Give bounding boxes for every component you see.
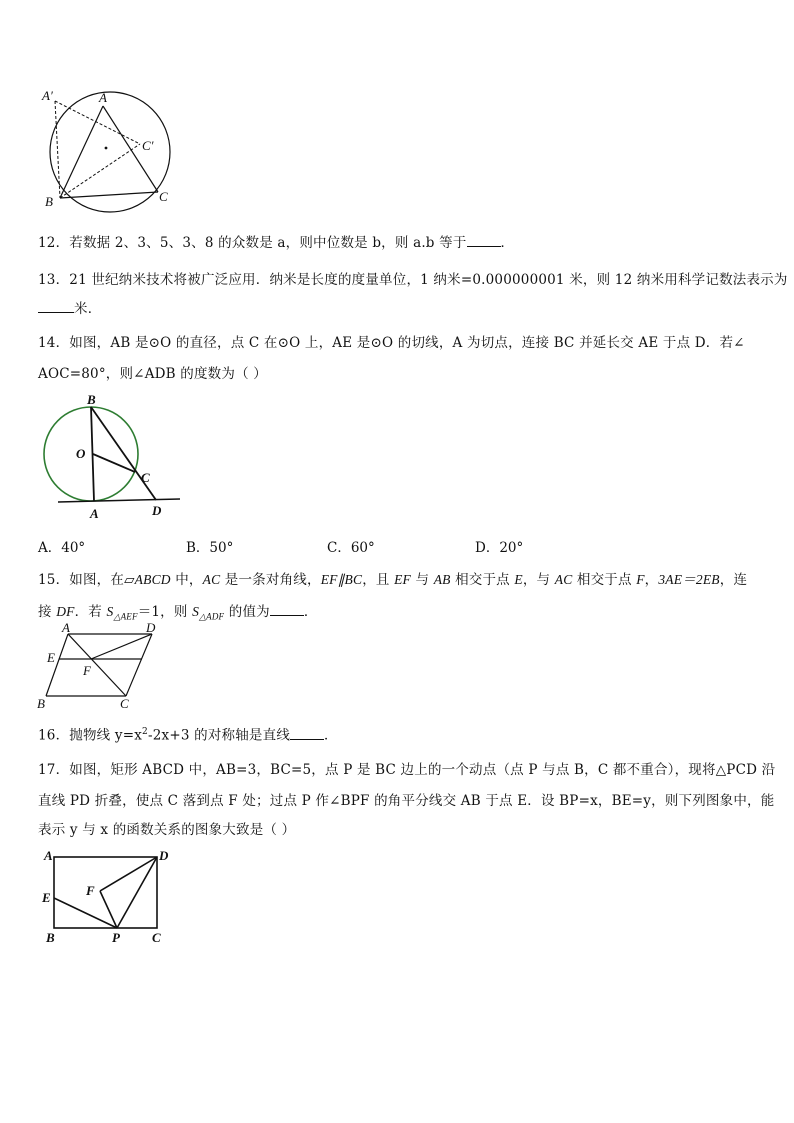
- q15-efbc: EF∥BC: [320, 572, 363, 587]
- q15-ac2: AC: [554, 572, 573, 587]
- q15-s2: S: [192, 604, 200, 619]
- figure-q17: [38, 848, 173, 948]
- q15-text: ，连: [719, 572, 748, 588]
- q12-end: ．: [500, 235, 515, 251]
- q17-line2: 直线 PD 折叠，使点 C 落到点 F 处；过点 P 作∠BPF 的角平分线交 AB 于点 E．设 BP=x，BE=y，则下列图象中，能: [38, 793, 775, 809]
- q12-blank: [467, 232, 501, 247]
- q15-text: 中，: [170, 572, 203, 588]
- label-c: C: [159, 189, 168, 204]
- q14-label-c: C: [141, 470, 150, 485]
- question-13-line1: [38, 270, 788, 290]
- q15-f: F: [636, 572, 645, 587]
- q15-text: ＝1，则: [137, 604, 193, 620]
- q15-e: E: [514, 572, 523, 587]
- question-17-line1: [38, 760, 775, 780]
- q14-line2: AOC=80°，则∠ADB 的度数为（ ）: [38, 366, 267, 382]
- q15-label-b: B: [37, 696, 45, 711]
- q15-text: ，: [644, 572, 659, 588]
- q16-text: -2x+3 的对称轴是直线: [147, 727, 291, 744]
- q15-df: DF: [56, 604, 75, 619]
- q17-label-p: P: [112, 930, 120, 945]
- q14-option-a: A．40°: [38, 540, 86, 556]
- q15-text: 与: [411, 572, 434, 588]
- q15-text: 的值为: [224, 604, 270, 620]
- q15-s1-sub: △AEF: [113, 611, 138, 622]
- q14-label-b: B: [87, 392, 96, 407]
- q14-label-o: O: [76, 446, 86, 461]
- q15-text: 是一条对角线，: [220, 572, 321, 588]
- q17-label-e: E: [42, 890, 51, 905]
- q15-label-e: E: [47, 650, 55, 665]
- q15-text: ，与: [522, 572, 555, 588]
- figure-q14: [38, 392, 188, 522]
- question-17-line2: [38, 791, 774, 811]
- figure-circle-triangle: [30, 88, 190, 213]
- question-15-line1: [38, 570, 747, 590]
- question-12: [38, 232, 514, 253]
- q15-text: ．若: [74, 604, 107, 620]
- q17-label-d: D: [159, 848, 169, 863]
- q15-text: 15．如图，在▱: [38, 572, 135, 588]
- question-14-line1: [38, 333, 745, 353]
- q15-s2-sub: △ADF: [199, 611, 225, 622]
- q17-label-a: A: [44, 848, 53, 863]
- q14-option-d: D．20°: [475, 540, 524, 556]
- q15-text: ，且: [362, 572, 395, 588]
- q12-text: 12．若数据 2、3、5、3、8 的众数是 a，则中位数是 b，则 a.b 等于: [38, 235, 467, 251]
- question-16: [38, 722, 338, 746]
- q15-text: 接: [38, 604, 57, 620]
- q15-text: 相交于点: [572, 572, 637, 588]
- q17-line1: 17．如图，矩形 ABCD 中，AB=3，BC=5，点 P 是 BC 边上的一个动点（点 P 与点 B，C 都不重合），现将△PCD 沿: [38, 762, 776, 778]
- q15-s1: S: [106, 604, 114, 619]
- q16-end: ．: [324, 727, 338, 744]
- q16-sup: 2: [142, 727, 148, 737]
- q17-label-f: F: [86, 883, 95, 898]
- q15-ab: AB: [433, 572, 451, 587]
- q14-option-b: B．50°: [186, 540, 234, 556]
- q15-label-d: D: [146, 622, 156, 635]
- q14-label-d: D: [152, 503, 162, 518]
- question-17-line3: [38, 820, 295, 840]
- q16-blank: [290, 725, 324, 740]
- label-c-prime: C′: [142, 138, 154, 153]
- q13-line2-end: 米．: [74, 301, 102, 317]
- question-14-line2: [38, 364, 267, 384]
- q14-label-a: A: [90, 506, 99, 521]
- q15-end: ．: [303, 604, 318, 620]
- label-a-prime: A′: [42, 88, 53, 103]
- q15-ratio: 3AE＝2EB: [658, 572, 720, 587]
- q15-label-f: F: [83, 663, 91, 678]
- q16-text: 16．抛物线 y=x: [38, 727, 143, 744]
- q15-abcd: ABCD: [134, 572, 171, 587]
- figure-q15: [34, 622, 164, 712]
- q13-blank: [38, 298, 74, 313]
- q13-line1: 13．21 世纪纳米技术将被广泛应用．纳米是长度的度量单位，1 纳米=0.000000001 米，则 12 纳米用科学记数法表示为: [38, 272, 788, 288]
- q15-ef: EF: [394, 572, 411, 587]
- label-b: B: [45, 194, 53, 209]
- label-a: A: [99, 90, 107, 105]
- question-13-line2: [38, 298, 101, 319]
- q14-line1: 14．如图，AB 是⊙O 的直径，点 C 在⊙O 上，AE 是⊙O 的切线，A 为切点，连接 BC 并延长交 AE 于点 D．若∠: [38, 335, 745, 351]
- q17-label-b: B: [46, 930, 55, 945]
- q15-blank: [270, 601, 304, 616]
- q15-label-c: C: [120, 696, 129, 711]
- q15-ac: AC: [202, 572, 221, 587]
- q14-option-c: C．60°: [327, 540, 375, 556]
- q17-line3: 表示 y 与 x 的函数关系的图象大致是（ ）: [38, 822, 296, 838]
- q15-label-a: A: [62, 622, 70, 635]
- q17-label-c: C: [152, 930, 161, 945]
- q15-text: 相交于点: [450, 572, 515, 588]
